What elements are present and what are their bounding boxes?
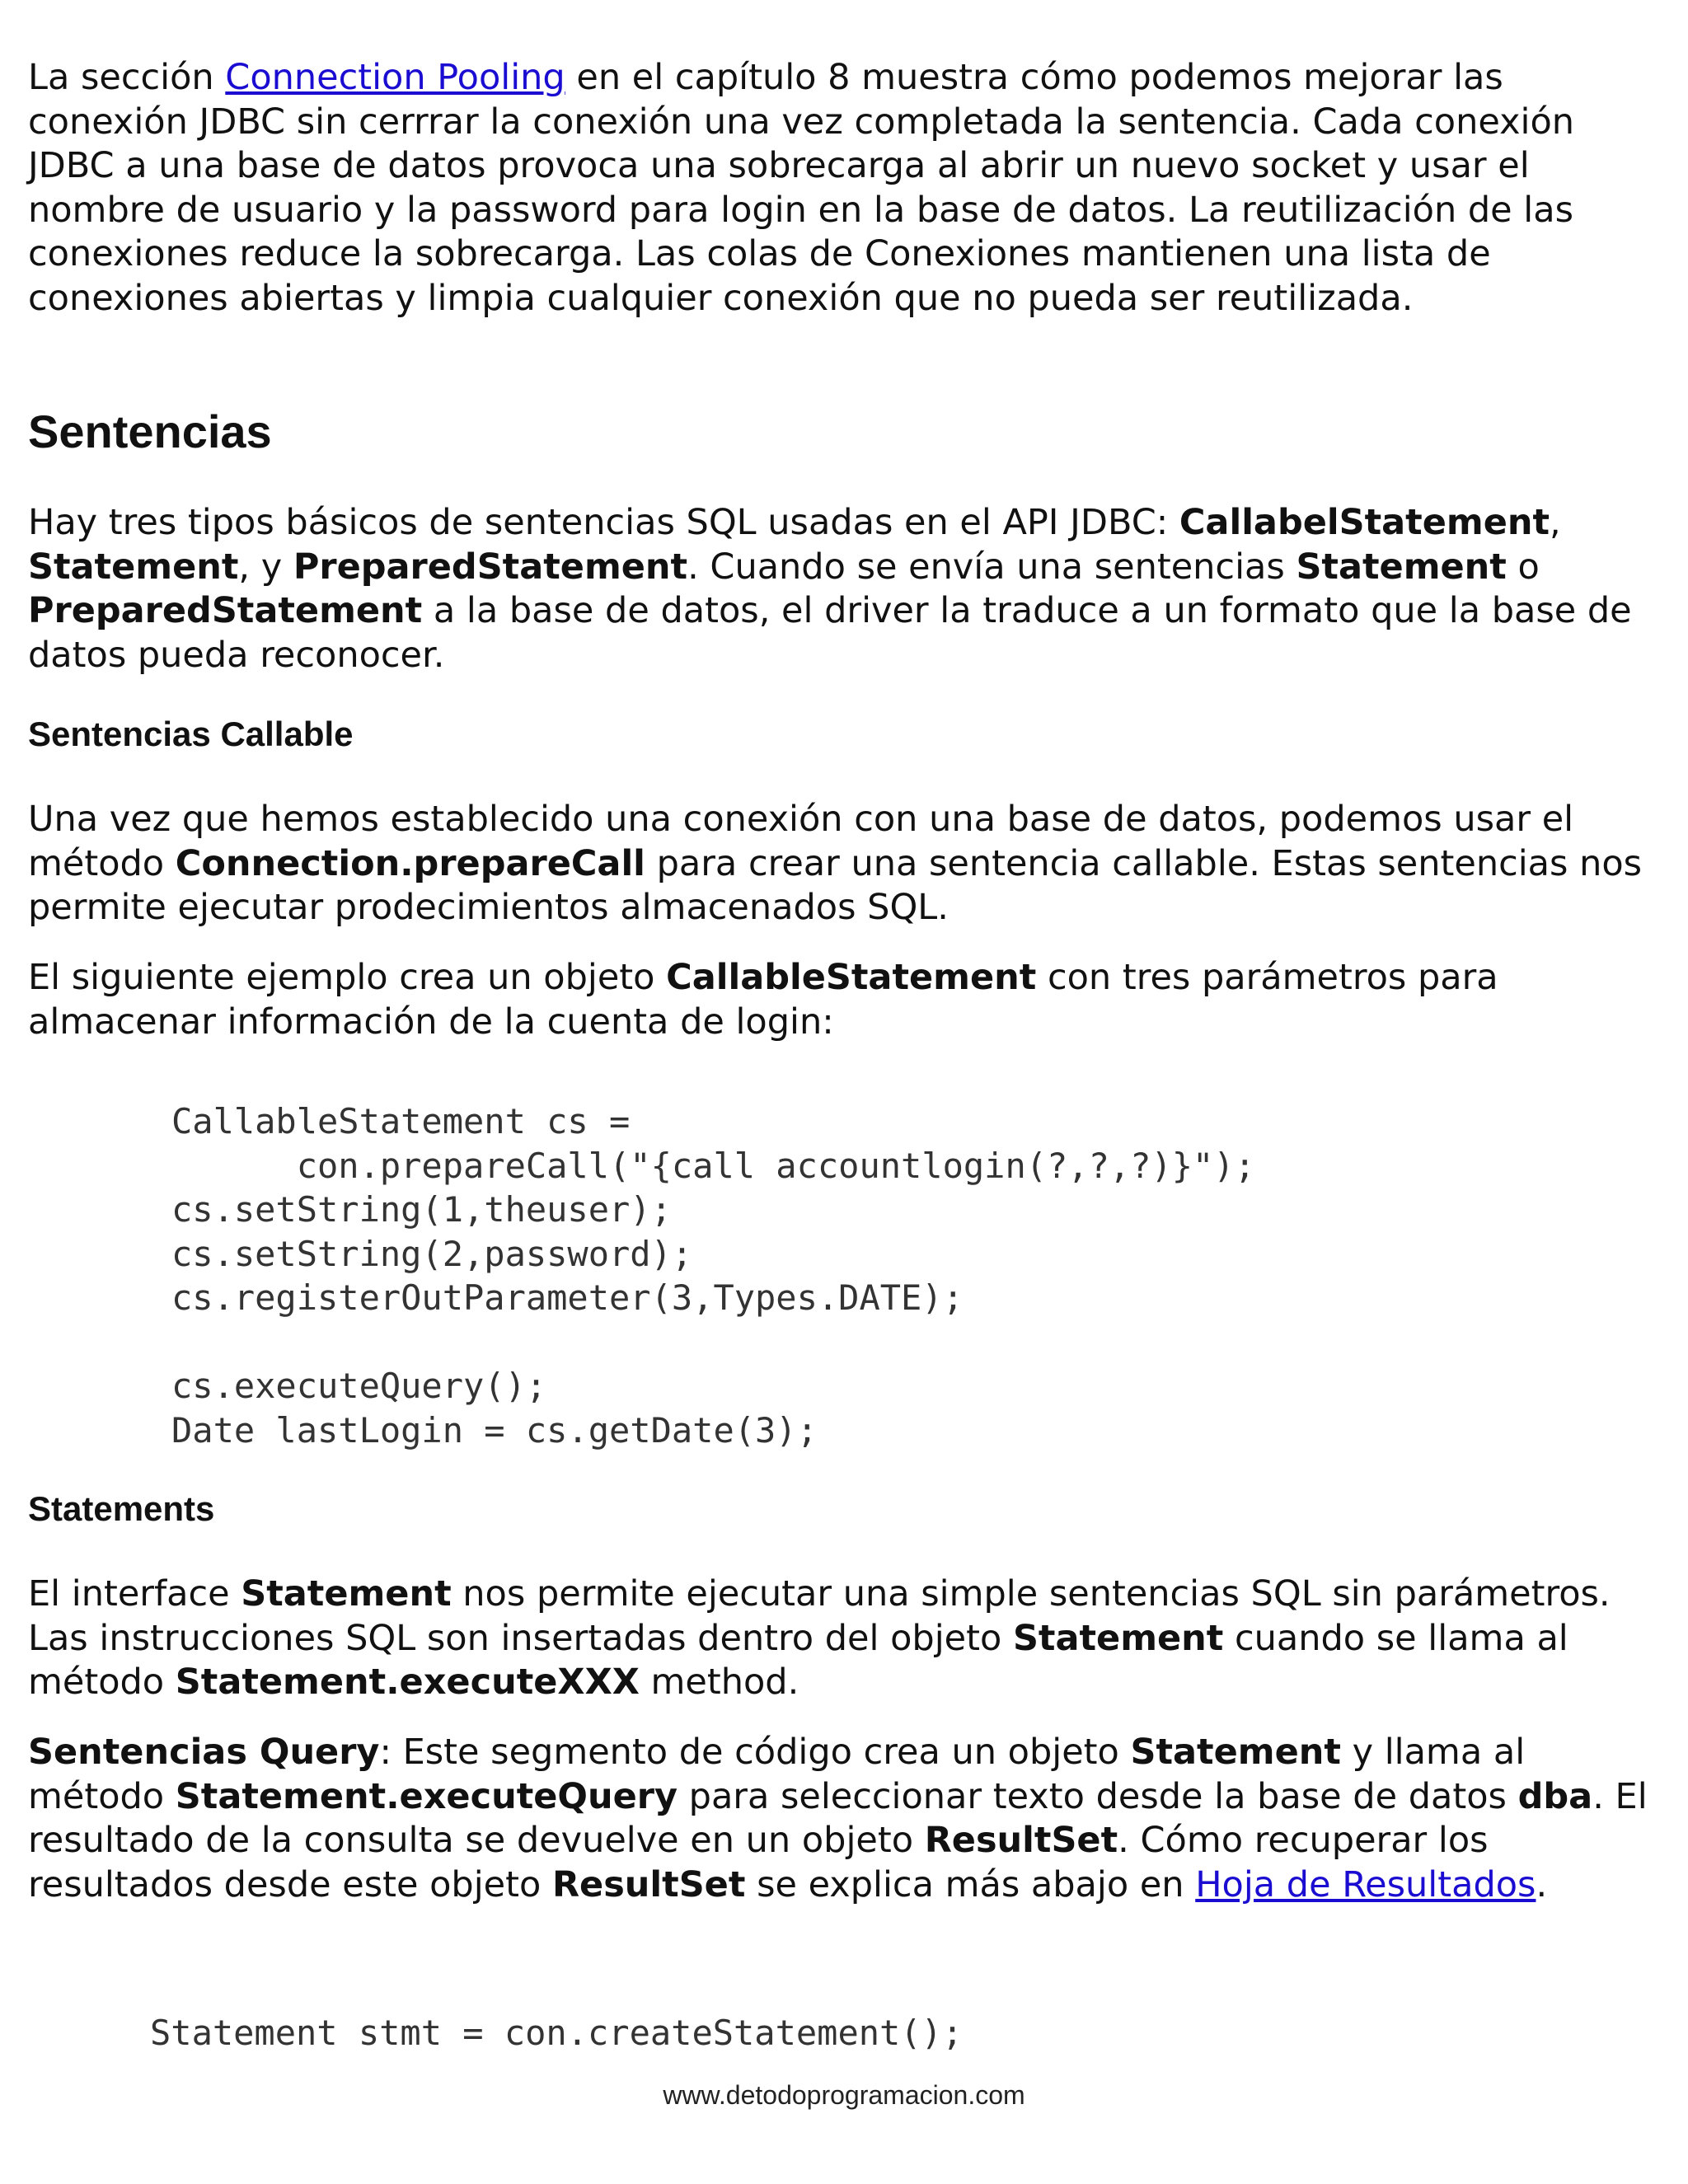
bold-term: Statement	[241, 1573, 452, 1615]
text: con tres parámetros para almacenar información de la cuenta de login:	[28, 957, 1498, 1043]
bold-term: ResultSet	[551, 1863, 746, 1905]
bold-term: Statement.executeQuery	[175, 1775, 678, 1817]
bold-term: Statement	[1012, 1617, 1224, 1659]
callable-code-block: CallableStatement cs = con.prepareCall("{call accountlogin(?,?,?)}"); cs.setString(1,theuser); cs.setString(2,password); cs.registerOutParameter(3,Types.DATE); cs.executeQuery(); Date lastLogin = cs.getDate(3);	[171, 1101, 1255, 1451]
section-title-sentencias: Sentencias	[28, 405, 272, 457]
text: para crear una sentencia callable. Estas sentencias nos permite ejecutar prodecimientos almacenados SQL.	[28, 842, 1643, 928]
intro-paragraph	[28, 56, 1660, 321]
bold-term: Statement	[28, 546, 239, 588]
text: El siguiente ejemplo crea un objeto	[28, 957, 667, 998]
bold-term: CallabelStatement	[1179, 502, 1550, 543]
bold-term: Statement	[1130, 1732, 1341, 1773]
bold-term: dba	[1517, 1775, 1593, 1817]
bold-term: Statement	[1296, 546, 1507, 588]
bold-term: Sentencias Query	[28, 1732, 380, 1773]
text: para seleccionar texto desde la base de datos	[677, 1775, 1518, 1817]
bold-term: CallableStatement	[666, 957, 1037, 998]
text: se explica más abajo en	[745, 1863, 1196, 1905]
text: . El resultado de la consulta se devuelve en un objeto	[28, 1775, 1648, 1861]
text: a la base de datos, el driver la traduce a un formato que la base de datos pueda reconocer.	[28, 590, 1632, 676]
text: o	[1506, 546, 1540, 588]
text: method.	[639, 1661, 799, 1703]
bold-term: PreparedStatement	[28, 590, 423, 631]
text: ,	[1550, 502, 1561, 543]
text: El interface	[28, 1573, 241, 1615]
hoja-de-resultados-link[interactable]: Hoja de Resultados	[1195, 1863, 1536, 1905]
bold-term: Statement.executeXXX	[175, 1661, 640, 1703]
callable-paragraph-1	[28, 798, 1660, 930]
statements-paragraph-1	[28, 1572, 1660, 1705]
bold-term: PreparedStatement	[293, 546, 688, 588]
text: Hay tres tipos básicos de sentencias SQL usadas en el API JDBC:	[28, 502, 1179, 543]
text: . Cuando se envía una sentencias	[687, 546, 1296, 588]
intro-text-1: La sección	[28, 57, 226, 98]
text: Una vez que hemos establecido una conexión con una base de datos, podemos usar el método	[28, 799, 1574, 884]
statements-paragraph-2	[28, 1731, 1660, 1907]
bold-term: ResultSet	[924, 1820, 1118, 1861]
text: y llama al método	[28, 1732, 1526, 1817]
footer-url: www.detodoprogramacion.com	[663, 2080, 1025, 2110]
text: cuando se llama al método	[28, 1617, 1568, 1703]
text: . Cómo recuperar los resultados desde este objeto	[28, 1820, 1489, 1905]
intro-text-2: en el capítulo 8 muestra cómo podemos mejorar las conexión JDBC sin cerrrar la conexión una vez completada la sentencia. Cada conexión JDBC a una base de datos provoca una sobrecarga al abrir un nuevo socket y usar el nombre de usuario y la password para login en la base de datos. La reutilización de las conexiones reduce la sobrecarga. Las colas de Conexiones mantienen una lista de conexiones abiertas y limpia cualquier conexión que no pueda ser reutilizada.	[28, 57, 1575, 319]
callable-paragraph-2	[28, 956, 1660, 1044]
text: : Este segmento de código crea un objeto	[379, 1732, 1131, 1773]
text: , y	[238, 546, 293, 588]
subsection-title-statements: Statements	[28, 1489, 215, 1528]
subsection-title-callable: Sentencias Callable	[28, 715, 354, 753]
sentencias-paragraph	[28, 501, 1660, 677]
statement-code-block: Statement stmt = con.createStatement();	[150, 2013, 964, 2053]
bold-term: Connection.prepareCall	[175, 842, 645, 884]
connection-pooling-link[interactable]: Connection Pooling	[225, 57, 565, 98]
text: nos permite ejecutar una simple sentencias SQL sin parámetros. Las instrucciones SQL son insertadas dentro del objeto	[28, 1573, 1611, 1659]
text: .	[1536, 1863, 1548, 1905]
